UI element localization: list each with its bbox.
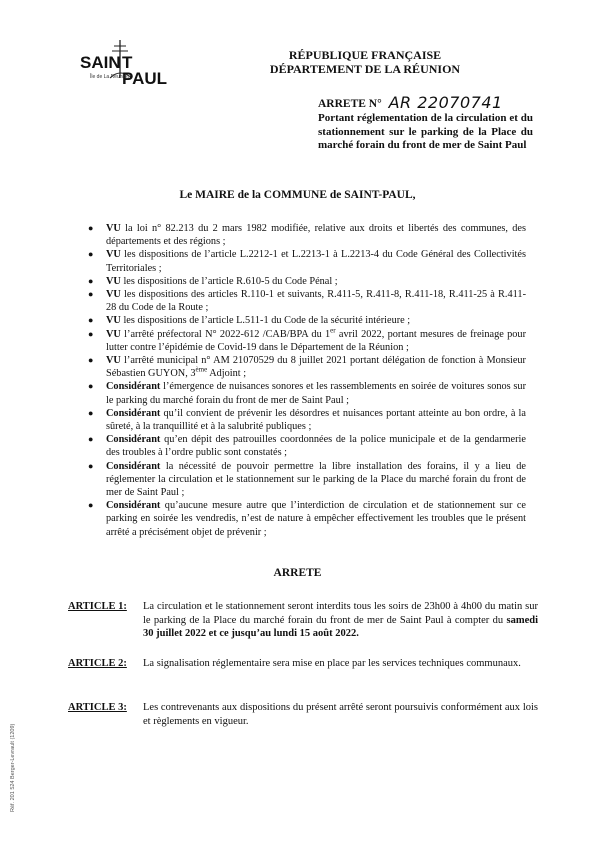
svg-text:PAUL: PAUL xyxy=(122,69,168,88)
visa-text: avril 2022, portant mesures de freinage pour lutter contre l’épidémie de Covid-19 dans le Département de la Réunion ; xyxy=(106,328,526,353)
visa-keyword: VU xyxy=(106,315,121,327)
article-3 xyxy=(68,701,538,728)
arrete-number-line xyxy=(318,93,533,112)
visa-item xyxy=(86,499,526,539)
logo-emblem-icon xyxy=(78,38,170,94)
visa-item xyxy=(86,433,526,459)
republique-title: RÉPUBLIQUE FRANÇAISE xyxy=(288,48,442,62)
header-block xyxy=(250,48,480,76)
bullet-icon: ● xyxy=(88,500,94,511)
svg-text:T: T xyxy=(122,53,133,72)
article-2 xyxy=(68,657,538,671)
bullet-icon: ● xyxy=(88,275,94,286)
bullet-icon: ● xyxy=(88,434,94,445)
visa-item xyxy=(86,222,526,248)
visa-keyword: Considérant xyxy=(106,500,161,512)
visa-text: l’émergence de nuisances sonores et les rassemblements en soirée de voitures sonos sur le parking du marché forain du front de mer de Saint Paul ; xyxy=(106,381,526,406)
saint-paul-logo xyxy=(78,38,170,94)
svg-text:Île de La Réunion: Île de La Réunion xyxy=(90,74,130,80)
visa-text: qu’il convient de prévenir les désordres et nuisances portant atteinte au bon ordre, à la sûreté, à la tranquillité et à la salubrité publiques ; xyxy=(106,407,526,433)
arrete-subject: Portant réglementation de la circulation et du stationnement sur le parking de la Place du marché forain du front de mer de Saint Paul xyxy=(318,112,533,151)
visa-item xyxy=(86,288,526,314)
visa-keyword: VU xyxy=(106,275,121,287)
visa-text: l’arrêté préfectoral N° 2022-612 /CAB/BPA du 1 xyxy=(120,328,331,340)
visa-text: Adjoint ; xyxy=(207,368,247,380)
departement-title: DÉPARTEMENT DE LA RÉUNION xyxy=(269,62,461,76)
visa-item xyxy=(86,328,526,354)
visa-text: la loi n° 82.213 du 2 mars 1982 modifiée, relative aux droits et libertés des communes, des départements et des régions ; xyxy=(106,223,526,248)
visa-text: l’arrêté municipal n° AM 21070529 du 8 juillet 2021 portant délégation de fonction à Monsieur Sébastien GUYON, 3 xyxy=(106,355,526,380)
visa-text: les dispositions des articles R.110-1 et suivants, R.411-5, R.411-8, R.411-18, R.411-25 à R.411-28 du Code de la Route ; xyxy=(106,289,526,314)
article-2-text: La signalisation réglementaire sera mise en place par les services techniques communaux. xyxy=(143,658,521,669)
visa-keyword: Considérant xyxy=(106,407,161,419)
visa-item xyxy=(86,314,526,327)
visa-text: les dispositions de l’article L.2212-1 et L.2213-1 à L.2213-4 du Code Général des Collectivités Territoriales ; xyxy=(106,249,526,274)
visa-keyword: VU xyxy=(106,355,121,367)
visa-keyword: Considérant xyxy=(106,434,161,446)
visa-item xyxy=(86,248,526,274)
maire-heading: Le MAIRE de la COMMUNE de SAINT-PAUL, xyxy=(179,189,416,201)
side-reference: Réf. 201 524 Berger-Levrault (1209) xyxy=(10,723,16,812)
bullet-icon: ● xyxy=(88,460,94,471)
svg-text:SAIN: SAIN xyxy=(80,53,121,72)
visa-superscript: er xyxy=(330,326,336,335)
article-3-text: Les contrevenants aux dispositions du présent arrêté seront poursuivis conformément aux lois et règlements en vigueur. xyxy=(143,702,538,727)
visa-keyword: VU xyxy=(106,223,121,234)
visa-item xyxy=(86,354,526,380)
visa-item xyxy=(86,460,526,500)
visa-superscript: ème xyxy=(195,365,208,374)
article-1-text xyxy=(143,600,538,641)
visa-text: les dispositions de l’article L.511-1 du Code de la sécurité intérieure ; xyxy=(120,315,411,327)
bullet-icon: ● xyxy=(88,223,94,233)
visa-keyword: Considérant xyxy=(106,460,161,472)
bullet-icon: ● xyxy=(88,355,94,366)
visa-item xyxy=(86,275,526,288)
visa-text: les dispositions de l’article R.610-5 du Code Pénal ; xyxy=(120,275,338,287)
arrete-prefix: ARRETE N° xyxy=(318,98,382,110)
bullet-icon: ● xyxy=(88,315,94,326)
article-3-label: ARTICLE 3: xyxy=(68,702,127,713)
bullet-icon: ● xyxy=(88,249,94,260)
visa-keyword: VU xyxy=(106,328,121,340)
article-1-dates: samedi 30 juillet 2022 et ce jusqu’au lundi 15 août 2022. xyxy=(143,614,538,639)
visa-text: la nécessité de pouvoir permettre la libre installation des forains, il y a lieu de réglementer la circulation et le stationnement sur le parking de la Place du marché forain du front de mer de Saint Paul ; xyxy=(106,460,526,499)
arrete-number-handwritten: AR 22070741 xyxy=(388,93,503,112)
visa-keyword: VU xyxy=(106,289,121,301)
visa-item xyxy=(86,380,526,406)
visa-text: qu’en dépit des patrouilles coordonnées de la police municipale et de la gendarmerie des troubles à l’ordre public sont constatés ; xyxy=(106,434,526,459)
article-1 xyxy=(68,600,538,641)
visa-text: qu’aucune mesure autre que l’interdiction de circulation et de stationnement sur ce parking en soirée les vendredis, n’est de nature à empêcher effectivement les troubles que le présent arrêté a précisément objet de prévenir ; xyxy=(106,500,526,538)
bullet-icon: ● xyxy=(88,289,94,300)
bullet-icon: ● xyxy=(88,407,94,418)
visa-keyword: Considérant xyxy=(106,381,161,393)
visa-keyword: VU xyxy=(106,249,121,261)
arrete-title-block xyxy=(318,93,533,153)
article-1-body: La circulation et le stationnement seront interdits tous les soirs de 23h00 à 4h00 du matin sur le parking de la Place du marché forain du front de mer de Saint Paul à compter du xyxy=(143,601,538,626)
visas-list xyxy=(86,222,526,539)
article-1-label: ARTICLE 1: xyxy=(68,601,127,612)
visa-item xyxy=(86,407,526,433)
bullet-icon: ● xyxy=(88,328,94,339)
article-2-label: ARTICLE 2: xyxy=(68,658,127,669)
bullet-icon: ● xyxy=(88,381,94,392)
arrete-heading: ARRETE xyxy=(273,567,322,579)
